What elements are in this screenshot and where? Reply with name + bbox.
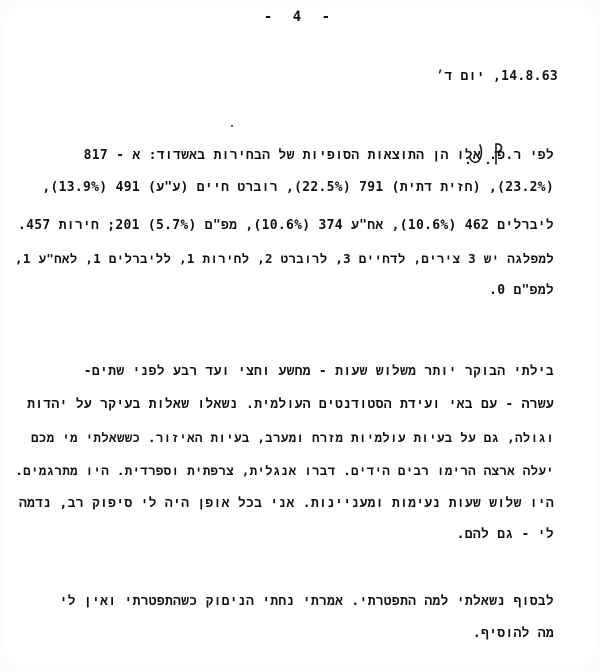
paragraph1-line-5: למפ"ם 0. xyxy=(489,283,554,298)
paragraph3-line-2: מה להוסיף. xyxy=(472,626,554,641)
page-number: - 4 - xyxy=(263,9,337,25)
paragraph1-line-1: לפי ר.פ. אלו הן התוצאות הסופיות של הבחירות באשדוד: א - 817 xyxy=(83,148,554,163)
paragraph3-line-1: לבסוף נשאלתי למה התפטרתי. אמרתי נחתי הניםוק כשהתפטרתי ואין לי xyxy=(59,594,554,609)
paragraph2-line-1: בילתי הבוקר יותר משלוש שעות - מחשע וחצי ועד רבע לפני שתים- xyxy=(83,364,554,379)
paragraph2-line-2: עשרה - עם באי ועידת הסטודנטים העולמית. נשאלו שאלות בעיקר על יהדות xyxy=(27,397,554,412)
paragraph2-line-6: לי - גם להם. xyxy=(456,527,554,542)
paragraph1-line-4: למפלגה יש 3 צירים, לדחיים 3, לרוברט 2, לחירות 1, לליברלים 1, לאח"ע 1, xyxy=(15,251,554,266)
paragraph1-line-3: ליברלים 462 (10.6%), אח"ע 374 (10.6%), מפ"ם (5.7%) 201; חירות 457. xyxy=(17,218,554,233)
scan-speck xyxy=(231,125,233,127)
paragraph2-line-3: וגולה, גם על בעיות עולמיות מזרח ומערב, בעיות האיזור. כששאלתי מי מכם xyxy=(30,430,554,445)
paragraph2-line-4: יעלה ארצה הרימו רבים הידים. דברו אנגלית, צרפתית וספרדית. היו מתרגמים. xyxy=(15,463,554,478)
paragraph2-line-5: היו שלוש שעות נעימות ומעניינות. אני בכל אופן היה לי סיפוק רב, נדמה xyxy=(18,496,554,511)
dateline: 14.8.63, יום ד׳ xyxy=(436,69,558,84)
paragraph1-line-2: (23.2%), (חזית דתית) 791 (22.5%), רוברט חיים (ע"ע) 491 (13.9%), xyxy=(42,180,554,195)
